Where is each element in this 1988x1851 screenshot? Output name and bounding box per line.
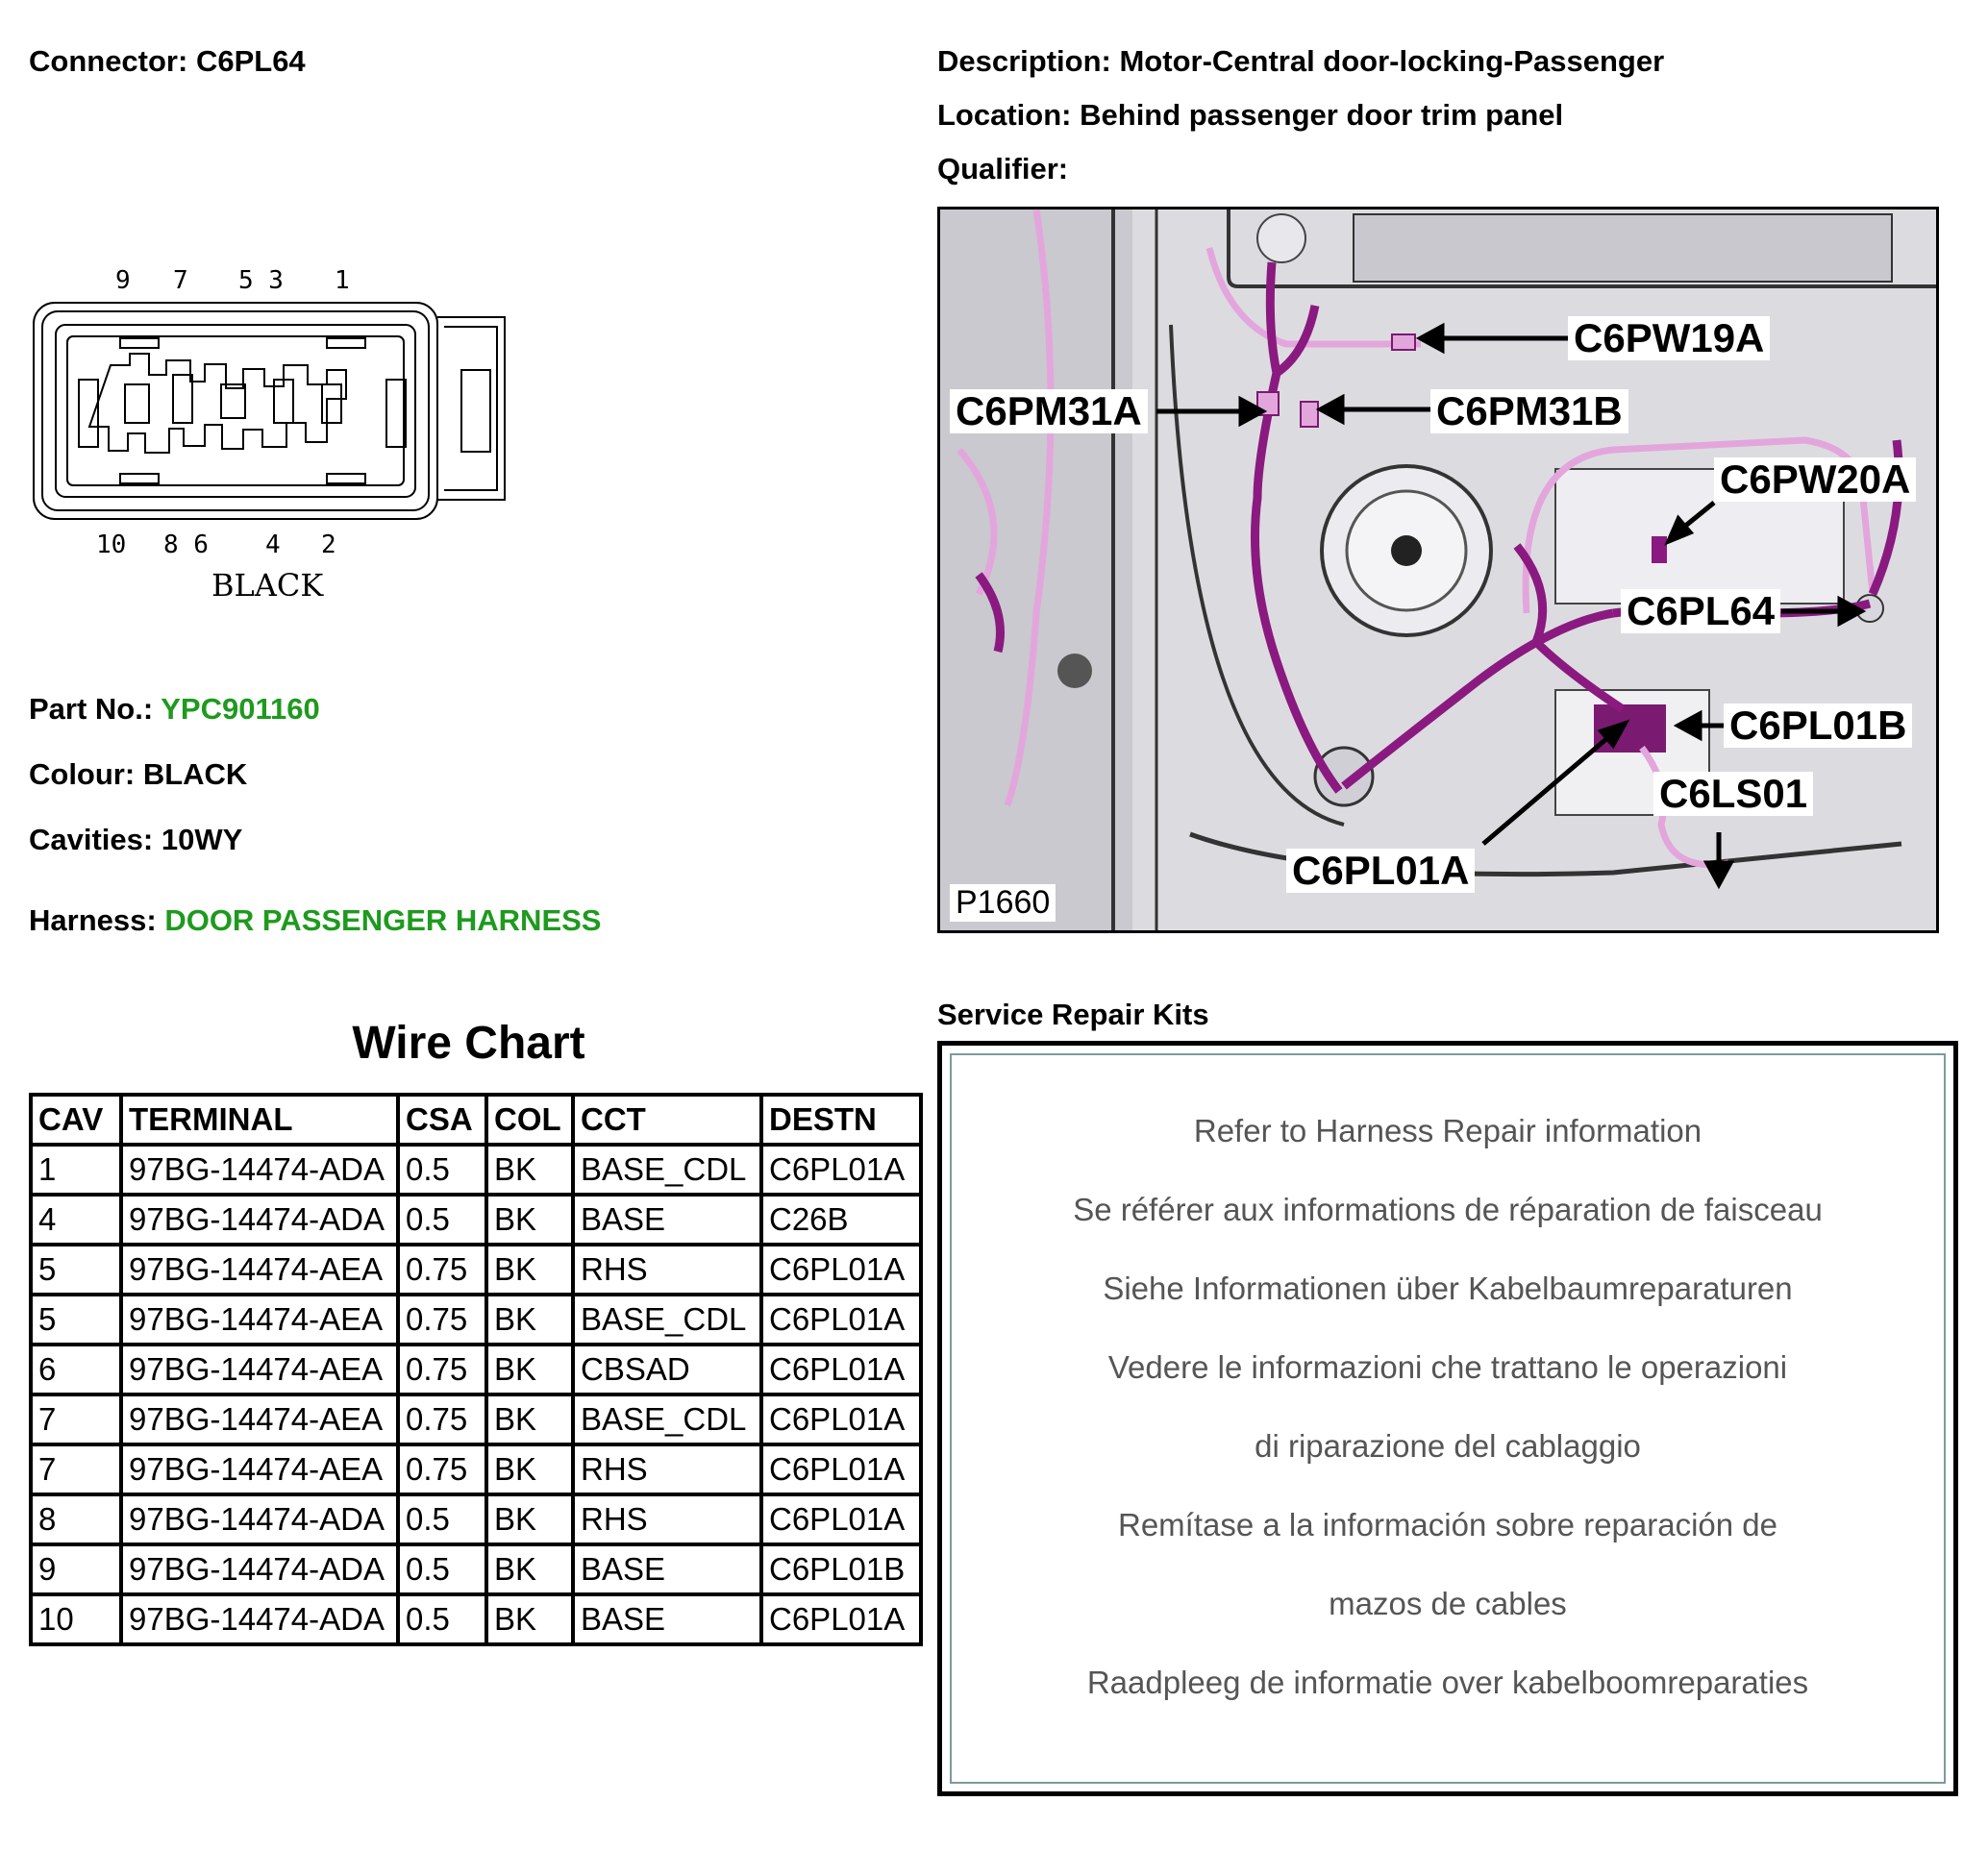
cavities-line xyxy=(29,823,242,857)
wire-cell-csa: 0.5 xyxy=(398,1494,486,1544)
wire-chart-table xyxy=(29,1093,923,1646)
col-col: COL xyxy=(486,1095,573,1145)
repair-kit-line: Raadpleeg de informatie over kabelboomreparaties xyxy=(1086,1665,1809,1700)
wire-cell-csa: 0.75 xyxy=(398,1444,486,1494)
wire-cell-cav: 5 xyxy=(31,1245,121,1295)
wire-row xyxy=(31,1394,921,1444)
pins-bottom-8-6: 8 6 xyxy=(163,531,209,559)
wire-cell-csa: 0.75 xyxy=(398,1245,486,1295)
wire-cell-cav: 9 xyxy=(31,1544,121,1594)
connector-label: Connector: xyxy=(29,44,188,78)
repair-kit-line: di riparazione del cablaggio xyxy=(1255,1428,1641,1464)
repair-kit-line: Remítase a la información sobre reparación de xyxy=(1117,1507,1778,1542)
wire-cell-cav: 4 xyxy=(31,1195,121,1245)
wire-cell-cav: 8 xyxy=(31,1494,121,1544)
col-cct: CCT xyxy=(573,1095,761,1145)
repair-kit-line: Vedere le informazioni che trattano le operazioni xyxy=(1107,1349,1788,1385)
col-csa: CSA xyxy=(398,1095,486,1145)
wire-cell-destn: C6PL01A xyxy=(761,1295,921,1345)
harness-label: Harness: xyxy=(29,903,157,937)
pins-bottom-2: 2 xyxy=(321,531,336,559)
wire-cell-cct: BASE_CDL xyxy=(573,1145,761,1195)
wire-cell-cct: BASE xyxy=(573,1594,761,1644)
wire-cell-cct: RHS xyxy=(573,1444,761,1494)
wire-cell-cav: 1 xyxy=(31,1145,121,1195)
wire-row xyxy=(31,1544,921,1594)
connector-color-caption: BLACK xyxy=(211,567,324,604)
description-value: Motor-Central door-locking-Passenger xyxy=(1119,44,1665,78)
callout-c6pl01a: C6PL01A xyxy=(1286,849,1475,893)
wire-cell-cct: CBSAD xyxy=(573,1345,761,1394)
wire-cell-cct: BASE xyxy=(573,1544,761,1594)
wire-cell-destn: C6PL01A xyxy=(761,1394,921,1444)
repair-kits-title: Service Repair Kits xyxy=(937,998,1209,1031)
pins-bottom-10: 10 xyxy=(96,531,127,559)
col-destn: DESTN xyxy=(761,1095,921,1145)
callout-c6ls01: C6LS01 xyxy=(1653,772,1813,816)
wire-cell-terminal: 97BG-14474-ADA xyxy=(121,1145,398,1195)
callout-c6pw20a: C6PW20A xyxy=(1714,457,1916,502)
wire-cell-destn: C6PL01A xyxy=(761,1494,921,1544)
callout-c6pw19a: C6PW19A xyxy=(1568,316,1770,360)
wire-cell-cav: 5 xyxy=(31,1295,121,1345)
wire-cell-terminal: 97BG-14474-ADA xyxy=(121,1195,398,1245)
repair-kit-line: Siehe Informationen über Kabelbaumreparaturen xyxy=(1103,1271,1793,1306)
wire-cell-col: BK xyxy=(486,1145,573,1195)
repair-kits-box xyxy=(937,1041,1958,1796)
wire-cell-cav: 10 xyxy=(31,1594,121,1644)
description-label: Description: xyxy=(937,44,1111,78)
wire-row xyxy=(31,1494,921,1544)
wire-cell-csa: 0.5 xyxy=(398,1195,486,1245)
location-label: Location: xyxy=(937,98,1072,132)
harness-value: DOOR PASSENGER HARNESS xyxy=(164,903,602,937)
wire-cell-col: BK xyxy=(486,1195,573,1245)
connector-face-diagram xyxy=(29,259,519,615)
pins-top-1: 1 xyxy=(335,266,350,295)
wire-cell-destn: C6PL01A xyxy=(761,1345,921,1394)
qualifier-label: Qualifier: xyxy=(937,152,1069,185)
wire-row xyxy=(31,1245,921,1295)
wire-cell-col: BK xyxy=(486,1345,573,1394)
wire-row xyxy=(31,1594,921,1644)
colour-line xyxy=(29,757,247,792)
cavities-label: Cavities: xyxy=(29,823,154,856)
wire-cell-col: BK xyxy=(486,1544,573,1594)
wire-cell-destn: C6PL01B xyxy=(761,1544,921,1594)
part-no-label: Part No.: xyxy=(29,692,154,726)
pins-bottom-4: 4 xyxy=(265,531,281,559)
wire-cell-csa: 0.75 xyxy=(398,1345,486,1394)
wire-cell-cct: RHS xyxy=(573,1494,761,1544)
wire-cell-cav: 6 xyxy=(31,1345,121,1394)
wire-cell-destn: C6PL01A xyxy=(761,1594,921,1644)
harness-line xyxy=(29,903,601,938)
wire-cell-cav: 7 xyxy=(31,1444,121,1494)
wire-cell-terminal: 97BG-14474-AEA xyxy=(121,1444,398,1494)
wire-cell-cct: BASE xyxy=(573,1195,761,1245)
wire-cell-col: BK xyxy=(486,1295,573,1345)
pins-top-7: 7 xyxy=(173,266,188,295)
connector-heading xyxy=(29,44,306,79)
wire-cell-cct: BASE_CDL xyxy=(573,1295,761,1345)
location-value: Behind passenger door trim panel xyxy=(1080,98,1564,132)
wire-cell-cct: BASE_CDL xyxy=(573,1394,761,1444)
wire-cell-col: BK xyxy=(486,1394,573,1444)
connector-id: C6PL64 xyxy=(195,44,306,78)
repair-kit-line: mazos de cables xyxy=(1329,1586,1567,1621)
wire-cell-terminal: 97BG-14474-ADA xyxy=(121,1594,398,1644)
wire-cell-destn: C6PL01A xyxy=(761,1245,921,1295)
wire-cell-destn: C6PL01A xyxy=(761,1145,921,1195)
wire-cell-terminal: 97BG-14474-ADA xyxy=(121,1544,398,1594)
location-line xyxy=(937,98,1563,133)
wire-cell-col: BK xyxy=(486,1245,573,1295)
wire-cell-destn: C26B xyxy=(761,1195,921,1245)
wire-chart-header-row xyxy=(31,1095,921,1145)
col-cav: CAV xyxy=(31,1095,121,1145)
photo-code: P1660 xyxy=(950,884,1056,922)
location-photo xyxy=(937,207,1939,933)
wire-cell-cct: RHS xyxy=(573,1245,761,1295)
callout-c6pl01b: C6PL01B xyxy=(1724,703,1912,748)
cavities-value: 10WY xyxy=(161,823,243,856)
wire-cell-csa: 0.75 xyxy=(398,1295,486,1345)
callout-c6pm31a: C6PM31A xyxy=(950,389,1148,433)
callout-c6pm31b: C6PM31B xyxy=(1430,389,1628,433)
wire-cell-csa: 0.5 xyxy=(398,1145,486,1195)
repair-kit-line: Se référer aux informations de réparation de faisceau xyxy=(1073,1192,1823,1227)
wire-row xyxy=(31,1145,921,1195)
col-terminal: TERMINAL xyxy=(121,1095,398,1145)
wire-cell-terminal: 97BG-14474-AEA xyxy=(121,1245,398,1295)
colour-value: BLACK xyxy=(142,757,248,791)
wire-cell-csa: 0.5 xyxy=(398,1544,486,1594)
wire-chart-title: Wire Chart xyxy=(352,1018,585,1069)
pins-top-9: 9 xyxy=(115,266,131,295)
wire-cell-terminal: 97BG-14474-AEA xyxy=(121,1295,398,1345)
wire-row xyxy=(31,1444,921,1494)
wire-cell-csa: 0.75 xyxy=(398,1394,486,1444)
wire-cell-csa: 0.5 xyxy=(398,1594,486,1644)
wire-cell-destn: C6PL01A xyxy=(761,1444,921,1494)
part-no-value: YPC901160 xyxy=(161,692,320,726)
wire-cell-terminal: 97BG-14474-ADA xyxy=(121,1494,398,1544)
wire-cell-col: BK xyxy=(486,1494,573,1544)
wire-cell-terminal: 97BG-14474-AEA xyxy=(121,1394,398,1444)
repair-kit-line: Refer to Harness Repair information xyxy=(1193,1113,1702,1148)
wire-cell-col: BK xyxy=(486,1444,573,1494)
wire-row xyxy=(31,1345,921,1394)
pins-top-5-3: 5 3 xyxy=(238,266,284,295)
colour-label: Colour: xyxy=(29,757,136,791)
wire-cell-terminal: 97BG-14474-AEA xyxy=(121,1345,398,1394)
wire-cell-col: BK xyxy=(486,1594,573,1644)
part-no-line xyxy=(29,692,320,727)
callout-c6pl64: C6PL64 xyxy=(1621,589,1780,633)
wire-row xyxy=(31,1295,921,1345)
wire-cell-cav: 7 xyxy=(31,1394,121,1444)
wire-row xyxy=(31,1195,921,1245)
description-line xyxy=(937,44,1664,79)
door-panel-illustration xyxy=(940,210,1936,930)
